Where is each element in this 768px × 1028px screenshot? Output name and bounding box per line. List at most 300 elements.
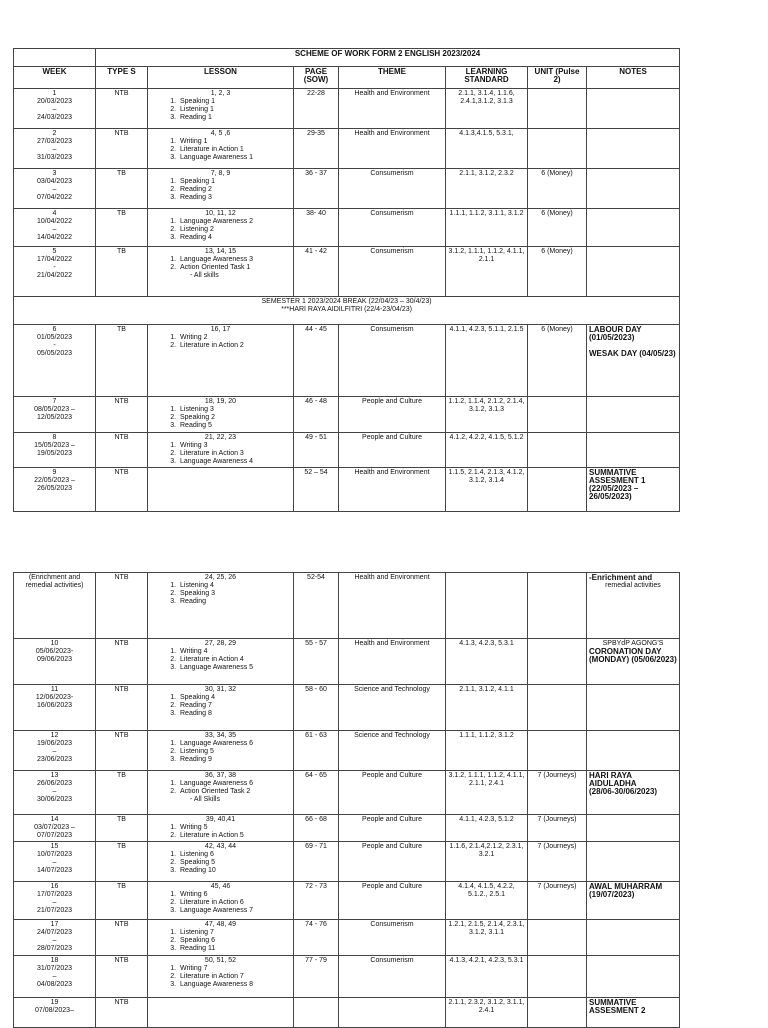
note-text: SUMMATIVE ASSESMENT 1 (22/05/2023 – 26/05/2023): [589, 468, 646, 501]
week-line: 23/06/2023: [36, 756, 73, 763]
week-cell: [14, 209, 96, 247]
lesson-numbers: 30, 31, 32: [204, 686, 237, 693]
page-cell: 66 - 68: [294, 815, 339, 842]
week-line: 4: [52, 210, 57, 217]
lesson-item: 2. Action Oriented Task 1: [178, 264, 291, 272]
lesson-numbers: 50, 51, 52: [204, 957, 237, 964]
week-line: 14/07/2023: [36, 867, 73, 874]
week-cell: [14, 129, 96, 169]
lesson-item: 1. Writing 1: [178, 138, 291, 146]
notes-cell: [587, 325, 680, 397]
week-line: 27/03/2023: [36, 138, 73, 145]
theme-cell: Health and Environment: [339, 639, 446, 685]
type-cell: NTB: [96, 397, 148, 433]
lesson-list: [150, 98, 291, 122]
lesson-numbers: 27, 28, 29: [204, 640, 237, 647]
theme-cell: Science and Technology: [339, 685, 446, 731]
page-cell: [294, 998, 339, 1028]
week-cell: [14, 433, 96, 468]
type-cell: TB: [96, 169, 148, 209]
week-line: 11: [50, 686, 59, 693]
week-line: 24/03/2023: [36, 114, 73, 121]
notes-cell: [587, 397, 680, 433]
page-cell: 52-54: [294, 573, 339, 639]
week-line: 10/07/2023: [36, 851, 73, 858]
table-row: [14, 397, 680, 433]
lesson-cell: [148, 325, 294, 397]
theme-cell: Consumerism: [339, 956, 446, 998]
week-line: 03/04/2023: [36, 178, 73, 185]
lesson-cell: [148, 842, 294, 882]
week-rows-1: [14, 89, 680, 297]
week-cell: [14, 247, 96, 297]
notes-cell: [587, 169, 680, 209]
week-line: 9: [52, 469, 57, 476]
lesson-numbers: 42, 43, 44: [204, 843, 237, 850]
lesson-item: 2. Literature in Action 2: [178, 342, 291, 350]
week-line: 31/03/2023: [36, 154, 73, 161]
table-row: [14, 89, 680, 129]
week-line: 04/08/2023: [36, 981, 73, 988]
notes-cell: [587, 998, 680, 1028]
lesson-item: 2. Literature in Action 5: [178, 832, 291, 840]
lesson-item: 3. Language Awareness 5: [178, 664, 291, 672]
learning-standard-cell: 3.1.2, 1.1.1, 1.1.2, 4.1.1, 2.1.1, 2.4.1: [446, 771, 528, 815]
table-row: [14, 325, 680, 397]
notes-cell: [587, 433, 680, 468]
type-cell: NTB: [96, 685, 148, 731]
type-cell: TB: [96, 247, 148, 297]
lesson-item: 3. Reading 5: [178, 422, 291, 430]
note-text: -Enrichment and: [589, 573, 653, 582]
learning-standard-cell: [446, 573, 528, 639]
week-line: 19: [50, 999, 59, 1006]
learning-standard-cell: 4.1.3,4.1.5, 5.3.1,: [446, 129, 528, 169]
note-text: SPBYdP AGONG'S: [602, 640, 664, 647]
page-cell: 69 - 71: [294, 842, 339, 882]
lesson-item: 1. Listening 4: [178, 582, 291, 590]
lesson-cell: [148, 815, 294, 842]
lesson-list: [150, 334, 291, 350]
notes-cell: [587, 842, 680, 882]
lesson-numbers: 10, 11, 12: [205, 210, 236, 217]
lesson-cell: [148, 685, 294, 731]
week-line: -: [53, 264, 56, 271]
week-cell: [14, 998, 96, 1028]
week-line: 24/07/2023: [36, 929, 73, 936]
notes-cell: [587, 573, 680, 639]
week-line: –: [52, 186, 57, 193]
header-lesson: LESSON: [148, 67, 294, 89]
week-cell: [14, 771, 96, 815]
lesson-item: 1. Writing 6: [178, 891, 291, 899]
lesson-item: 1. Language Awareness 2: [178, 218, 291, 226]
learning-standard-cell: 2.1.1, 3.1.2, 4.1.1: [446, 685, 528, 731]
lesson-list: [150, 406, 291, 430]
learning-standard-cell: 2.1.1, 3.1.2, 2.3.2: [446, 169, 528, 209]
week-line: 17/07/2023: [36, 891, 73, 898]
lesson-item: 3. Reading 8: [178, 710, 291, 718]
lesson-item: 1. Language Awareness 6: [178, 740, 291, 748]
lesson-numbers: 7, 8, 9: [210, 170, 231, 177]
page-cell: 36 - 37: [294, 169, 339, 209]
table-row: [14, 920, 680, 956]
lesson-item: 1. Listening 6: [178, 851, 291, 859]
type-cell: NTB: [96, 129, 148, 169]
unit-cell: 7 (Journeys): [528, 842, 587, 882]
table-row: [14, 573, 680, 639]
lesson-item: 1. Writing 3: [178, 442, 291, 450]
learning-standard-cell: 1.1.5, 2.1.4, 2.1.3, 4.1.2, 3.1.2, 3.1.4: [446, 468, 528, 512]
unit-cell: [528, 468, 587, 512]
lesson-item: 1. Writing 5: [178, 824, 291, 832]
week-line: 21/04/2022: [36, 272, 73, 279]
week-line: –: [52, 859, 57, 866]
lesson-cell: [148, 169, 294, 209]
type-cell: TB: [96, 842, 148, 882]
unit-cell: [528, 89, 587, 129]
learning-standard-cell: 4.1.1, 4.2.3, 5.1.2: [446, 815, 528, 842]
lesson-numbers: 13, 14, 15: [204, 248, 237, 255]
week-line: 26/06/2023: [36, 780, 73, 787]
note-text: (MONDAY) (05/06/2023): [589, 655, 677, 664]
week-line: 07/08/2023–: [35, 1007, 74, 1014]
table-row: [14, 998, 680, 1028]
notes-cell: [587, 771, 680, 815]
theme-cell: People and Culture: [339, 815, 446, 842]
table-row: [14, 956, 680, 998]
type-cell: TB: [96, 815, 148, 842]
week-line: 8: [52, 434, 57, 441]
page-cell: 44 - 45: [294, 325, 339, 397]
type-cell: NTB: [96, 956, 148, 998]
week-line: 28/07/2023: [36, 945, 73, 952]
theme-cell: Health and Environment: [339, 129, 446, 169]
lesson-cell: [148, 639, 294, 685]
week-line: 13: [50, 772, 59, 779]
semester-break-row: [14, 297, 680, 325]
lesson-cell: [148, 129, 294, 169]
week-line: 14: [50, 816, 59, 823]
unit-cell: 6 (Money): [528, 169, 587, 209]
unit-cell: [528, 129, 587, 169]
unit-cell: 6 (Money): [528, 325, 587, 397]
title-spacer: [14, 49, 96, 67]
page-cell: 29-35: [294, 129, 339, 169]
unit-cell: [528, 998, 587, 1028]
lesson-item: 1. Speaking 1: [178, 178, 291, 186]
week-cell: [14, 882, 96, 920]
notes-cell: [587, 209, 680, 247]
page-cell: 58 - 60: [294, 685, 339, 731]
unit-cell: [528, 731, 587, 771]
week-line: 05/06/2023-: [35, 648, 74, 655]
notes-cell: [587, 129, 680, 169]
note-text: AIDULADHA: [589, 779, 637, 788]
week-line: 7: [52, 398, 57, 405]
scheme-table-top: [13, 48, 680, 512]
theme-cell: Science and Technology: [339, 731, 446, 771]
week-line: 12: [50, 732, 59, 739]
lesson-cell: [148, 998, 294, 1028]
lesson-item: 3. Reading 11: [178, 945, 291, 953]
theme-cell: Health and Environment: [339, 468, 446, 512]
notes-cell: [587, 882, 680, 920]
type-cell: TB: [96, 882, 148, 920]
page-cell: 41 - 42: [294, 247, 339, 297]
page-cell: 77 - 79: [294, 956, 339, 998]
week-line: 07/07/2023: [36, 832, 73, 839]
table-row: [14, 169, 680, 209]
lesson-cell: [148, 89, 294, 129]
learning-standard-cell: 4.1.4, 4.1.5, 4.2.2, 5.1.2., 2.5.1: [446, 882, 528, 920]
unit-cell: [528, 573, 587, 639]
lesson-numbers: 21, 22, 23: [204, 434, 237, 441]
lesson-item: 2. Listening 5: [178, 748, 291, 756]
lesson-list: [150, 442, 291, 466]
week-line: –: [52, 748, 57, 755]
note-text: AWAL MUHARRAM (19/07/2023): [589, 882, 663, 899]
week-line: 5: [52, 248, 57, 255]
week-line: 17: [50, 921, 59, 928]
week-line: 17/04/2022: [36, 256, 73, 263]
week-line: 31/07/2023: [36, 965, 73, 972]
notes-cell: [587, 89, 680, 129]
page-cell: 52 – 54: [294, 468, 339, 512]
lesson-item: 1. Language Awareness 3: [178, 256, 291, 264]
theme-cell: People and Culture: [339, 882, 446, 920]
lesson-list: [150, 929, 291, 953]
week-line: 10/04/2022: [36, 218, 73, 225]
lesson-item: 3. Reading 1: [178, 114, 291, 122]
lesson-cell: [148, 920, 294, 956]
note-text: WESAK DAY (04/05/23): [589, 349, 676, 358]
notes-cell: [587, 247, 680, 297]
theme-cell: Consumerism: [339, 247, 446, 297]
table-row: [14, 731, 680, 771]
notes-cell: [587, 956, 680, 998]
week-rows-3: [14, 573, 680, 1028]
lesson-numbers: 36, 37, 38: [204, 772, 237, 779]
week-line: 2: [52, 130, 57, 137]
unit-cell: [528, 685, 587, 731]
lesson-item: 2. Speaking 3: [178, 590, 291, 598]
lesson-numbers: 16, 17: [210, 326, 231, 333]
notes-cell: [587, 815, 680, 842]
lesson-list: [150, 138, 291, 162]
type-cell: NTB: [96, 998, 148, 1028]
lesson-list: [150, 740, 291, 764]
type-cell: NTB: [96, 433, 148, 468]
lesson-list: [150, 648, 291, 672]
learning-standard-cell: 2.1.1, 2.3.2, 3.1.2, 3.1.1, 2.4.1: [446, 998, 528, 1028]
lesson-cell: [148, 468, 294, 512]
lesson-list: [150, 824, 291, 840]
week-line: 22/05/2023 –: [34, 477, 75, 484]
page-cell: 74 - 76: [294, 920, 339, 956]
lesson-item: 2. Listening 1: [178, 106, 291, 114]
lesson-cell: [148, 247, 294, 297]
lesson-subnote: - All skills: [190, 272, 219, 279]
header-week: WEEK: [14, 67, 96, 89]
lesson-item: 3. Reading: [178, 598, 291, 606]
week-line: 14/04/2022: [36, 234, 73, 241]
table-row: [14, 685, 680, 731]
lesson-list: [150, 891, 291, 915]
document-title: SCHEME OF WORK FORM 2 ENGLISH 2023/2024: [96, 49, 680, 67]
learning-standard-cell: 1.1.2, 1.1.4, 2.1.2, 2.1.4, 3.1.2, 3.1.3: [446, 397, 528, 433]
theme-cell: Consumerism: [339, 325, 446, 397]
type-cell: TB: [96, 771, 148, 815]
learning-standard-cell: 3.1.2, 1.1.1, 1.1.2, 4.1.1, 2.1.1: [446, 247, 528, 297]
lesson-item: 1. Language Awareness 6: [178, 780, 291, 788]
lesson-cell: [148, 882, 294, 920]
lesson-item: 2. Speaking 6: [178, 937, 291, 945]
lesson-numbers: 45, 46: [210, 883, 231, 890]
week-cell: [14, 639, 96, 685]
lesson-item: 2. Speaking 5: [178, 859, 291, 867]
week-line: 16/06/2023: [36, 702, 73, 709]
lesson-item: 2. Reading 7: [178, 702, 291, 710]
lesson-item: 2. Action Oriented Task 2: [178, 788, 291, 796]
learning-standard-cell: 1.1.1, 1.1.2, 3.1.2: [446, 731, 528, 771]
week-line: 15: [50, 843, 59, 850]
lesson-list: [150, 965, 291, 989]
lesson-numbers: 39, 40,41: [205, 816, 236, 823]
lesson-item: 1. Listening 7: [178, 929, 291, 937]
week-cell: [14, 920, 96, 956]
lesson-item: 2. Literature in Action 3: [178, 450, 291, 458]
learning-standard-cell: 1.1.6, 2.1.4,2.1.2, 2.3.1, 3.2.1: [446, 842, 528, 882]
lesson-cell: [148, 209, 294, 247]
lesson-cell: [148, 433, 294, 468]
lesson-list: [150, 178, 291, 202]
week-line: 1: [52, 90, 57, 97]
header-unit: UNIT (Pulse 2): [528, 67, 587, 89]
lesson-cell: [148, 956, 294, 998]
notes-cell: [587, 920, 680, 956]
week-rows-2: [14, 325, 680, 512]
theme-cell: Consumerism: [339, 209, 446, 247]
note-text: CORONATION DAY: [589, 647, 662, 656]
lesson-item: 1. Writing 2: [178, 334, 291, 342]
week-line: –: [52, 899, 57, 906]
page-cell: 55 - 57: [294, 639, 339, 685]
type-cell: TB: [96, 325, 148, 397]
week-line: 03/07/2023 –: [34, 824, 75, 831]
lesson-numbers: 4, 5 ,6: [210, 130, 231, 137]
week-line: 19/05/2023: [36, 450, 73, 457]
page-cell: 64 - 65: [294, 771, 339, 815]
week-line: remedial activities): [25, 582, 84, 589]
learning-standard-cell: 4.1.2, 4.2.2, 4.1.5, 5.1.2: [446, 433, 528, 468]
table-row: [14, 129, 680, 169]
lesson-numbers: 33, 34, 35: [204, 732, 237, 739]
table-row: [14, 433, 680, 468]
week-cell: [14, 397, 96, 433]
week-cell: [14, 325, 96, 397]
table-row: [14, 639, 680, 685]
theme-cell: [339, 998, 446, 1028]
type-cell: NTB: [96, 731, 148, 771]
table-row: [14, 247, 680, 297]
unit-cell: 7 (Journeys): [528, 815, 587, 842]
lesson-list: [150, 694, 291, 718]
lesson-list: [150, 218, 291, 242]
lesson-item: 3. Reading 10: [178, 867, 291, 875]
lesson-item: 2. Speaking 2: [178, 414, 291, 422]
week-line: 01/05/2023: [36, 334, 73, 341]
note-text: LABOUR DAY (01/05/2023): [589, 325, 642, 342]
table-row: [14, 771, 680, 815]
semester-break-line: SEMESTER 1 2023/2024 BREAK (22/04/23 – 30/4/23): [261, 298, 432, 305]
theme-cell: Consumerism: [339, 169, 446, 209]
lesson-cell: [148, 573, 294, 639]
week-cell: [14, 468, 96, 512]
table-row: [14, 815, 680, 842]
page-cell: 22-28: [294, 89, 339, 129]
learning-standard-cell: 1.2.1, 2.1.5, 2.1.4, 2.3.1, 3.1.2, 3.1.1: [446, 920, 528, 956]
week-line: 18: [50, 957, 59, 964]
page-cell: 61 - 63: [294, 731, 339, 771]
lesson-item: 1. Writing 7: [178, 965, 291, 973]
unit-cell: [528, 920, 587, 956]
lesson-list: [150, 256, 291, 272]
week-line: -: [53, 342, 56, 349]
week-line: 08/05/2023 –: [34, 406, 75, 413]
notes-cell: [587, 731, 680, 771]
theme-cell: People and Culture: [339, 433, 446, 468]
lesson-list: [150, 582, 291, 606]
lesson-item: 2. Listening 2: [178, 226, 291, 234]
week-line: –: [52, 106, 57, 113]
unit-cell: [528, 956, 587, 998]
week-line: 12/05/2023: [36, 414, 73, 421]
type-cell: NTB: [96, 468, 148, 512]
lesson-numbers: 24, 25, 26: [204, 574, 237, 581]
page-cell: 38- 40: [294, 209, 339, 247]
lesson-numbers: 1, 2, 3: [210, 90, 231, 97]
lesson-item: 3. Language Awareness 7: [178, 907, 291, 915]
lesson-numbers: 18, 19, 20: [204, 398, 237, 405]
header-notes: NOTES: [587, 67, 680, 89]
week-cell: [14, 89, 96, 129]
week-cell: [14, 956, 96, 998]
theme-cell: People and Culture: [339, 842, 446, 882]
table-row: [14, 842, 680, 882]
table-row: [14, 209, 680, 247]
header-learning-standard: LEARNING STANDARD: [446, 67, 528, 89]
week-cell: [14, 573, 96, 639]
type-cell: NTB: [96, 920, 148, 956]
week-cell: [14, 169, 96, 209]
learning-standard-cell: 1.1.1, 1.1.2, 3.1.1, 3.1.2: [446, 209, 528, 247]
week-line: 10: [50, 640, 59, 647]
lesson-numbers: 47, 48, 49: [204, 921, 237, 928]
note-text: (28/06-30/06/2023): [589, 787, 658, 796]
week-line: 3: [52, 170, 57, 177]
lesson-item: 2. Literature in Action 7: [178, 973, 291, 981]
type-cell: NTB: [96, 639, 148, 685]
week-line: 09/06/2023: [36, 656, 73, 663]
lesson-item: 2. Literature in Action 6: [178, 899, 291, 907]
theme-cell: Health and Environment: [339, 573, 446, 639]
lesson-list: [150, 780, 291, 796]
header-page: PAGE (SOW): [294, 67, 339, 89]
lesson-item: 3. Language Awareness 1: [178, 154, 291, 162]
lesson-item: 3. Reading 3: [178, 194, 291, 202]
lesson-item: 3. Language Awareness 4: [178, 458, 291, 466]
